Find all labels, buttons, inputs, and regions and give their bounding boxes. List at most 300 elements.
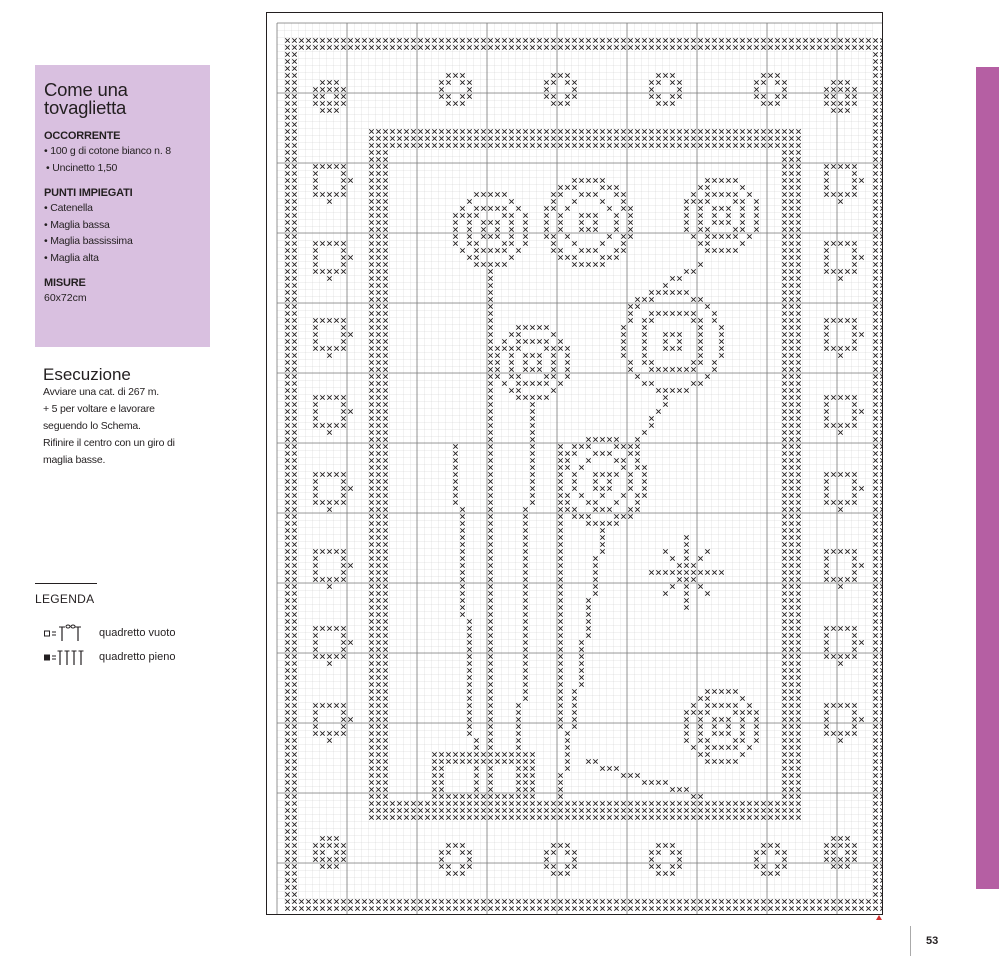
filled-square-mark (873, 577, 877, 581)
filled-square-mark (579, 906, 583, 910)
filled-square-mark (873, 766, 877, 770)
accent-side-bar (976, 67, 999, 889)
filled-square-mark (873, 878, 877, 882)
filled-square-mark (873, 178, 877, 182)
filled-square-mark (880, 66, 882, 70)
filled-square-mark (880, 297, 882, 301)
filled-square-mark (859, 906, 863, 910)
filled-square-mark (880, 283, 882, 287)
filled-square-mark (873, 591, 877, 595)
filled-square-mark (873, 332, 877, 336)
filled-square-mark (642, 906, 646, 910)
filled-square-mark (873, 570, 877, 574)
filled-square-mark (880, 843, 882, 847)
filled-square-mark (873, 262, 877, 266)
filled-square-mark (873, 829, 877, 833)
filled-square-mark (873, 192, 877, 196)
filled-square-mark (880, 710, 882, 714)
filled-square-mark (873, 759, 877, 763)
page-number: 53 (926, 935, 939, 947)
filled-square-mark (873, 213, 877, 217)
list-item: • Uncinetto 1,50 (44, 160, 202, 177)
filled-square-mark (873, 150, 877, 154)
filled-square-mark (873, 640, 877, 644)
filled-square-mark (880, 633, 882, 637)
filled-square-mark (880, 731, 882, 735)
filled-square-mark (880, 857, 882, 861)
filled-square-mark (873, 374, 877, 378)
filled-square-mark (390, 906, 394, 910)
filled-square-mark (873, 738, 877, 742)
filled-square-mark (880, 815, 882, 819)
stitches-list (44, 200, 202, 266)
filled-square-mark (873, 444, 877, 448)
legend-divider (35, 583, 97, 584)
filled-square-mark (873, 836, 877, 840)
filled-square-mark (600, 906, 604, 910)
filled-square-mark (873, 318, 877, 322)
filled-square-mark (880, 577, 882, 581)
legend-item-full (44, 648, 175, 666)
filled-square-mark (649, 906, 653, 910)
filled-square-mark (460, 906, 464, 910)
filled-square-mark (873, 493, 877, 497)
filled-square-mark (369, 906, 373, 910)
filled-square-mark (796, 906, 800, 910)
filled-square-mark (880, 675, 882, 679)
filled-square-mark (880, 150, 882, 154)
filled-square-mark (880, 808, 882, 812)
filled-square-mark (880, 619, 882, 623)
filled-square-mark (292, 906, 296, 910)
grid-background (277, 23, 873, 904)
filled-square-mark (873, 416, 877, 420)
filled-square-mark (873, 346, 877, 350)
filled-square-mark (880, 766, 882, 770)
filled-square-mark (880, 444, 882, 448)
filled-square-mark (873, 563, 877, 567)
filled-square-mark (831, 906, 835, 910)
filled-square-mark (873, 297, 877, 301)
filled-square-mark (880, 395, 882, 399)
filled-square-mark (880, 178, 882, 182)
filled-square-mark (880, 500, 882, 504)
filled-square-mark (880, 304, 882, 308)
execution-line: Avviare una cat. di 267 m. (43, 386, 160, 398)
filled-square-mark (880, 563, 882, 567)
filled-square-mark (880, 556, 882, 560)
filled-square-mark (719, 906, 723, 910)
filled-square-mark (873, 486, 877, 490)
filled-square-mark (880, 199, 882, 203)
filled-square-mark (880, 248, 882, 252)
filled-square-mark (565, 906, 569, 910)
filled-square-mark (880, 668, 882, 672)
filled-square-mark (880, 906, 882, 910)
filled-square-mark (873, 108, 877, 112)
filled-square-mark (383, 906, 387, 910)
filled-square-mark (873, 199, 877, 203)
filled-square-mark (880, 171, 882, 175)
filled-square-mark (880, 591, 882, 595)
filled-square-mark (880, 234, 882, 238)
filled-square-mark (873, 647, 877, 651)
filled-square-mark (873, 731, 877, 735)
filled-square-mark (880, 367, 882, 371)
filled-square-mark (327, 906, 331, 910)
filled-square-mark (852, 906, 856, 910)
filled-square-mark (880, 514, 882, 518)
filled-square-mark (880, 227, 882, 231)
filled-square-mark (880, 822, 882, 826)
filled-square-mark (880, 696, 882, 700)
filled-square-mark (614, 906, 618, 910)
filled-square-mark (880, 101, 882, 105)
filled-square-mark (873, 773, 877, 777)
filled-square-mark (677, 906, 681, 910)
execution-line: + 5 per voltare e lavorare (43, 403, 155, 415)
filled-square-mark (880, 381, 882, 385)
filled-square-mark (880, 626, 882, 630)
filled-square-mark (873, 892, 877, 896)
filled-square-mark (873, 38, 877, 42)
filled-square-mark (873, 780, 877, 784)
filled-square-mark (873, 367, 877, 371)
filled-square-mark (873, 871, 877, 875)
filled-square-mark (467, 906, 471, 910)
filled-square-mark (320, 906, 324, 910)
filled-square-mark (880, 535, 882, 539)
legend-label: quadretto vuoto (99, 627, 176, 639)
list-item: • Maglia bassa (44, 217, 202, 234)
filled-square-mark (880, 185, 882, 189)
legend-item-empty (44, 624, 175, 642)
list-item: • Catenella (44, 200, 202, 217)
filled-square-mark (705, 906, 709, 910)
filled-square-mark (873, 171, 877, 175)
execution-line: seguendo lo Schema. (43, 420, 141, 432)
filled-square-mark (873, 136, 877, 140)
execution-line: Rifinire il centro con un giro di (43, 437, 175, 449)
filled-square-mark (873, 906, 877, 910)
filled-square-mark (880, 206, 882, 210)
filled-square-mark (873, 122, 877, 126)
list-item: • 100 g di cotone bianco n. 8 (44, 143, 202, 160)
filled-square-mark (712, 906, 716, 910)
filled-square-mark (880, 416, 882, 420)
filled-square-mark (880, 45, 882, 49)
filled-square-mark (880, 836, 882, 840)
filled-square-mark (873, 598, 877, 602)
filled-square-mark (775, 906, 779, 910)
page-number-divider (910, 926, 911, 956)
filled-square-mark (537, 906, 541, 910)
filled-square-mark (873, 787, 877, 791)
filled-square-mark (747, 906, 751, 910)
info-panel (35, 65, 210, 347)
stitches-heading: PUNTI IMPIEGATI (44, 187, 133, 199)
filled-square-mark (880, 80, 882, 84)
filled-square-mark (880, 794, 882, 798)
filled-square-mark (880, 605, 882, 609)
filled-square-mark (880, 290, 882, 294)
filled-square-mark (880, 486, 882, 490)
filled-square-mark (376, 906, 380, 910)
filled-square-mark (880, 129, 882, 133)
filled-square-mark (873, 801, 877, 805)
filled-square-mark (558, 906, 562, 910)
filled-square-mark (873, 458, 877, 462)
filled-square-mark (873, 157, 877, 161)
filled-square-mark (880, 647, 882, 651)
filled-square-mark (873, 717, 877, 721)
materials-heading: OCCORRENTE (44, 130, 121, 142)
filled-square-mark (866, 906, 870, 910)
filled-square-mark (691, 906, 695, 910)
filled-square-mark (873, 80, 877, 84)
filled-square-mark (873, 234, 877, 238)
filled-square-mark (733, 906, 737, 910)
filled-square-mark (880, 73, 882, 77)
filled-square-mark (880, 122, 882, 126)
filled-square-mark (880, 787, 882, 791)
filled-square-mark (880, 437, 882, 441)
filled-square-mark (873, 395, 877, 399)
filled-square-mark (873, 682, 877, 686)
filled-square-mark (873, 388, 877, 392)
filled-square-mark (880, 332, 882, 336)
filled-square-mark (880, 703, 882, 707)
filled-square-mark (404, 906, 408, 910)
filled-square-mark (880, 864, 882, 868)
filled-square-mark (873, 276, 877, 280)
filled-square-mark (880, 612, 882, 616)
filled-square-mark (873, 794, 877, 798)
filled-square-mark (873, 675, 877, 679)
filled-square-mark (551, 906, 555, 910)
filled-square-mark (880, 276, 882, 280)
filled-square-mark (873, 689, 877, 693)
filled-square-mark (880, 521, 882, 525)
filled-square-mark (880, 220, 882, 224)
filled-square-mark (810, 906, 814, 910)
filled-square-mark (761, 906, 765, 910)
filled-square-mark (880, 850, 882, 854)
filled-square-mark (880, 157, 882, 161)
filled-square-mark (873, 521, 877, 525)
filled-square-mark (530, 906, 534, 910)
filled-square-mark (509, 906, 513, 910)
filled-square-mark (880, 885, 882, 889)
filled-square-mark (474, 906, 478, 910)
filled-square-mark (873, 899, 877, 903)
filled-square-mark (880, 801, 882, 805)
filled-square-mark (880, 318, 882, 322)
filled-square-mark (880, 899, 882, 903)
filled-square-mark (880, 388, 882, 392)
filled-square-mark (873, 549, 877, 553)
filled-square-mark (873, 542, 877, 546)
filled-square-mark (313, 906, 317, 910)
filled-square-mark (873, 220, 877, 224)
filled-square-mark (873, 724, 877, 728)
list-item: • Maglia alta (44, 250, 202, 267)
filled-square-mark (880, 682, 882, 686)
filled-square-mark (880, 241, 882, 245)
filled-square-mark (873, 822, 877, 826)
filled-square-mark (880, 458, 882, 462)
filled-square-mark (635, 906, 639, 910)
filled-square-mark (502, 906, 506, 910)
size-value: 60x72cm (44, 292, 87, 304)
filled-square-mark (873, 248, 877, 252)
filled-square-mark (873, 514, 877, 518)
filled-square-mark (726, 906, 730, 910)
filled-square-mark (873, 129, 877, 133)
crochet-chart-grid (267, 13, 882, 914)
execution-section (43, 366, 213, 469)
filled-square-mark (880, 409, 882, 413)
crochet-chart (266, 12, 883, 915)
filled-square-mark (873, 472, 877, 476)
filled-square-mark (880, 213, 882, 217)
filled-square-mark (838, 906, 842, 910)
filled-square-mark (873, 703, 877, 707)
filled-square-mark (880, 136, 882, 140)
filled-square-mark (873, 626, 877, 630)
pattern-title: Come una tovaglietta (44, 79, 128, 118)
filled-square-mark (873, 73, 877, 77)
filled-square-mark (873, 283, 877, 287)
filled-square-mark (656, 906, 660, 910)
filled-square-mark (621, 906, 625, 910)
filled-square-mark (873, 206, 877, 210)
filled-square-mark (684, 906, 688, 910)
filled-square-mark (880, 346, 882, 350)
filled-square-mark (334, 906, 338, 910)
filled-square-mark (880, 717, 882, 721)
filled-square-mark (873, 304, 877, 308)
filled-square-mark (880, 430, 882, 434)
filled-square-mark (880, 353, 882, 357)
filled-square-mark (817, 906, 821, 910)
filled-square-mark (873, 745, 877, 749)
filled-square-mark (880, 892, 882, 896)
filled-square-mark (873, 465, 877, 469)
filled-square-mark (880, 640, 882, 644)
filled-square-mark (880, 108, 882, 112)
filled-square-mark (873, 815, 877, 819)
filled-square-mark (873, 45, 877, 49)
filled-square-mark (782, 906, 786, 910)
list-item: • Maglia bassissima (44, 233, 202, 250)
filled-square-mark (516, 906, 520, 910)
filled-square-mark (740, 906, 744, 910)
filled-square-mark (544, 906, 548, 910)
filled-square-mark (873, 402, 877, 406)
filled-square-mark (754, 906, 758, 910)
filled-square-mark (873, 633, 877, 637)
filled-square-mark (873, 437, 877, 441)
filled-square-mark (880, 773, 882, 777)
filled-square-mark (880, 528, 882, 532)
filled-square-mark (306, 906, 310, 910)
filled-square-mark (873, 381, 877, 385)
filled-square-mark (873, 94, 877, 98)
filled-square-mark (873, 227, 877, 231)
empty-square-symbol-icon (44, 624, 89, 642)
filled-square-mark (824, 906, 828, 910)
filled-square-mark (880, 829, 882, 833)
filled-square-mark (880, 661, 882, 665)
filled-square-mark (607, 906, 611, 910)
filled-square-mark (880, 738, 882, 742)
center-marker-icon (876, 915, 882, 920)
filled-square-mark (873, 808, 877, 812)
filled-square-mark (880, 724, 882, 728)
filled-square-mark (873, 255, 877, 259)
filled-square-mark (873, 451, 877, 455)
filled-square-mark (880, 192, 882, 196)
filled-square-mark (873, 668, 877, 672)
filled-square-mark (880, 752, 882, 756)
filled-square-mark (418, 906, 422, 910)
filled-square-mark (880, 325, 882, 329)
filled-square-mark (880, 164, 882, 168)
filled-square-mark (873, 241, 877, 245)
filled-square-mark (873, 339, 877, 343)
filled-square-mark (803, 906, 807, 910)
filled-square-mark (873, 857, 877, 861)
filled-square-mark (880, 59, 882, 63)
filled-square-mark (670, 906, 674, 910)
filled-square-mark (873, 66, 877, 70)
filled-square-mark (873, 59, 877, 63)
filled-square-mark (495, 906, 499, 910)
filled-square-mark (873, 360, 877, 364)
filled-square-mark (880, 584, 882, 588)
filled-square-mark (880, 493, 882, 497)
filled-square-mark (880, 38, 882, 42)
filled-square-mark (880, 94, 882, 98)
filled-square-mark (880, 52, 882, 56)
filled-square-mark (880, 143, 882, 147)
filled-square-mark (873, 87, 877, 91)
filled-square-mark (873, 115, 877, 119)
filled-square-mark (341, 906, 345, 910)
filled-square-mark (481, 906, 485, 910)
filled-square-mark (299, 906, 303, 910)
filled-square-mark (880, 570, 882, 574)
filled-square-mark (873, 52, 877, 56)
filled-square-mark (880, 871, 882, 875)
filled-square-mark (663, 906, 667, 910)
filled-square-mark (880, 402, 882, 406)
filled-square-mark (880, 689, 882, 693)
filled-square-mark (873, 325, 877, 329)
filled-square-mark (880, 451, 882, 455)
filled-square-mark (873, 864, 877, 868)
filled-square-mark (873, 605, 877, 609)
filled-square-mark (873, 850, 877, 854)
filled-square-mark (880, 780, 882, 784)
filled-square-mark (873, 423, 877, 427)
filled-square-mark (873, 654, 877, 658)
filled-square-mark (572, 906, 576, 910)
filled-square-mark (873, 409, 877, 413)
filled-square-mark (873, 507, 877, 511)
filled-square-mark (880, 262, 882, 266)
